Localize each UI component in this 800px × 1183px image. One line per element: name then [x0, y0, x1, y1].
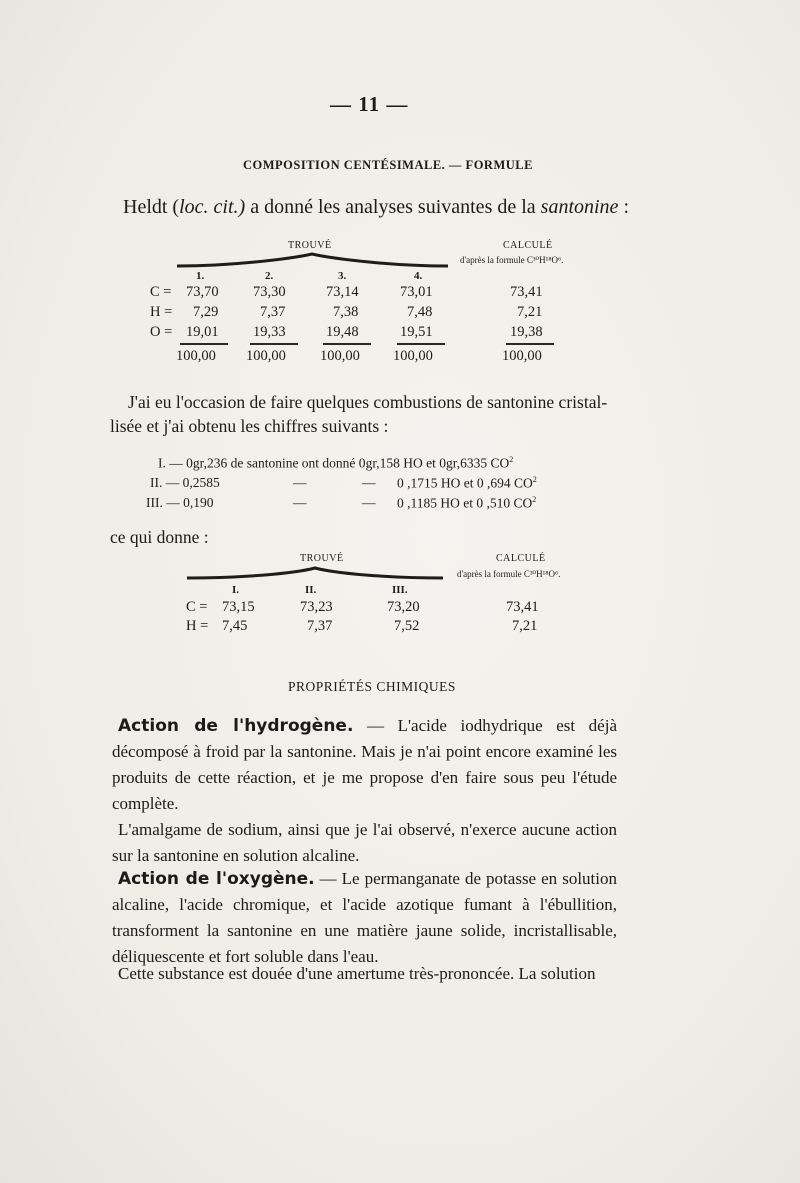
table2-row-h-elem: H =: [186, 618, 209, 634]
table1-total-3: 100,00: [320, 348, 360, 364]
table1-row-o-v2: 19,33: [253, 324, 286, 340]
combustion-2-sup: 2: [532, 475, 537, 484]
combustion-3-mass: ,190: [189, 495, 214, 510]
table2-row-h-v3: 7,52: [394, 618, 420, 634]
table1-row-c-v2: 73,30: [253, 284, 286, 300]
table1-row-c-v3: 73,14: [326, 284, 359, 300]
table2-row-c-v1: 73,15: [222, 599, 255, 615]
table1-row-h-elem: H =: [150, 304, 173, 320]
intro-line: [123, 196, 629, 219]
combustion-1-label: I. — 0: [158, 455, 193, 471]
combustion-3-label-wrap: [146, 495, 214, 511]
table1-col4: 4.: [414, 270, 423, 282]
table1-row-h-v4: 7,48: [407, 304, 433, 320]
combustion-2-mass: ,2585: [189, 475, 220, 490]
combustion-1-ho: gr,158 HO et 0: [365, 455, 447, 471]
table1-underline-2: [250, 343, 298, 345]
table1-brace: [175, 252, 450, 270]
table1-row-o-v3: 19,48: [326, 324, 359, 340]
intro-suffix: :: [618, 196, 629, 218]
amalgam-text: L'amalgame de sodium, ainsi que je l'ai observé, n'exerce aucune action sur la santonine en solution alcaline.: [112, 820, 617, 865]
table1-row-h-v1: 7,29: [193, 304, 219, 320]
table2-brace: [185, 566, 445, 582]
oxygen-title: Action de l'oxygène.: [118, 869, 315, 889]
table1-row-o-calc: 19,38: [510, 324, 543, 340]
table1-underline-4: [397, 343, 445, 345]
table1-underline-3: [323, 343, 371, 345]
ce-qui-donne: ce qui donne :: [110, 527, 209, 547]
table1-row-c-calc: 73,41: [510, 284, 543, 300]
table2-calc-sub: d'après la formule C³⁰H¹⁸O⁶.: [457, 569, 561, 579]
table2-row-c-elem: C =: [186, 599, 208, 615]
table2-row-c-calc: 73,41: [506, 599, 539, 615]
table1-row-h-v3: 7,38: [333, 304, 359, 320]
combustion-3-ho: 0 ,1185 HO et 0 ,510 CO: [397, 495, 533, 511]
combustion-2-label-wrap: [150, 475, 220, 491]
hydrogen-paragraph: [112, 713, 617, 823]
combustion-row-1: [158, 455, 513, 472]
table1-total-5: 100,00: [502, 348, 542, 364]
table2-row-h-calc: 7,21: [512, 618, 538, 634]
section-heading: COMPOSITION CENTÉSIMALE. — FORMULE: [243, 158, 533, 172]
table1-underline-1: [180, 343, 228, 345]
table1-total-4: 100,00: [393, 348, 433, 364]
table1-found-label: TROUVÉ: [288, 240, 332, 251]
combustions-para-line1: J'ai eu l'occasion de faire quelques combustions de santonine cristal-: [128, 392, 608, 412]
properties-heading: PROPRIÉTÉS CHIMIQUES: [288, 679, 456, 694]
table2-found-label: TROUVÉ: [300, 553, 344, 564]
table2-col2: II.: [305, 584, 317, 596]
combustion-1-mass: gr,236 de santonine ont donné 0: [192, 455, 366, 471]
table1-row-c-v1: 73,70: [186, 284, 219, 300]
combustion-1-co2: gr,6335 CO: [446, 455, 510, 471]
combustion-2-ho: 0 ,1715 HO et 0 ,694 CO: [397, 475, 533, 491]
intro-prefix: Heldt (: [123, 196, 180, 218]
table1-col2: 2.: [265, 270, 274, 282]
hydrogen-text: — L'acide iodhydrique est déjà décomposé à froid par la santonine. Mais je n'ai point encore examiné les produits de cette réaction, et je me propose d'en faire sous peu l'étude complète.: [112, 716, 617, 813]
oxygen-paragraph: [112, 866, 617, 976]
table1-total-2: 100,00: [246, 348, 286, 364]
hydrogen-title: Action de l'hydrogène.: [118, 716, 354, 736]
table2-row-h-v1: 7,45: [222, 618, 248, 634]
combustion-3-dash1: —: [293, 495, 307, 510]
combustion-3-label: III. — 0: [146, 495, 190, 510]
combustion-2-dash2: —: [362, 475, 376, 490]
combustions-para-line2: lisée et j'ai obtenu les chiffres suivants :: [110, 416, 389, 436]
table2-row-h-v2: 7,37: [307, 618, 333, 634]
combustion-2-ho-wrap: [397, 475, 537, 492]
table2-calc-label: CALCULÉ: [496, 553, 546, 564]
table1-row-o-v1: 19,01: [186, 324, 219, 340]
intro-middle: a donné les analyses suivantes de la: [245, 196, 541, 218]
table1-total-1: 100,00: [176, 348, 216, 364]
table1-calc-sub: d'après la formule C³⁰H¹⁸O⁶.: [460, 255, 564, 265]
table1-col3: 3.: [338, 270, 347, 282]
combustion-1-sup: 2: [509, 455, 514, 464]
combustion-3-ho-wrap: [397, 495, 536, 512]
intro-citation: loc. cit.): [179, 196, 246, 218]
table1-row-o-elem: O =: [150, 324, 173, 340]
table1-calc-label: CALCULÉ: [503, 240, 553, 251]
combustion-3-dash2: —: [362, 495, 376, 510]
combustion-2-dash1: —: [293, 475, 307, 490]
intro-subject: santonine: [540, 196, 619, 218]
table1-row-o-v4: 19,51: [400, 324, 433, 340]
table1-underline-5: [506, 343, 554, 345]
oxygen-text: — Le permanganate de potasse en solution alcaline, l'acide chromique, et l'acide azotique fumant à l'ébullition, transforment la santonine en une matière jaune solide, incristallisable, déliquescente et fort soluble dans l'eau.: [112, 869, 617, 966]
table1-row-c-v4: 73,01: [400, 284, 433, 300]
table2-col3: III.: [392, 584, 408, 596]
last-paragraph: Cette substance est douée d'une amertume très-prononcée. La solution: [118, 964, 596, 983]
table1-row-h-v2: 7,37: [260, 304, 286, 320]
table1-row-c-elem: C =: [150, 284, 172, 300]
page-number: — 11 —: [330, 92, 409, 116]
table2-row-c-v2: 73,23: [300, 599, 333, 615]
combustion-3-sup: 2: [532, 495, 537, 504]
table1-row-h-calc: 7,21: [517, 304, 543, 320]
table2-row-c-v3: 73,20: [387, 599, 420, 615]
table2-col1: I.: [232, 584, 240, 596]
table1-col1: 1.: [196, 270, 205, 282]
combustion-2-label: II. — 0: [150, 475, 190, 490]
